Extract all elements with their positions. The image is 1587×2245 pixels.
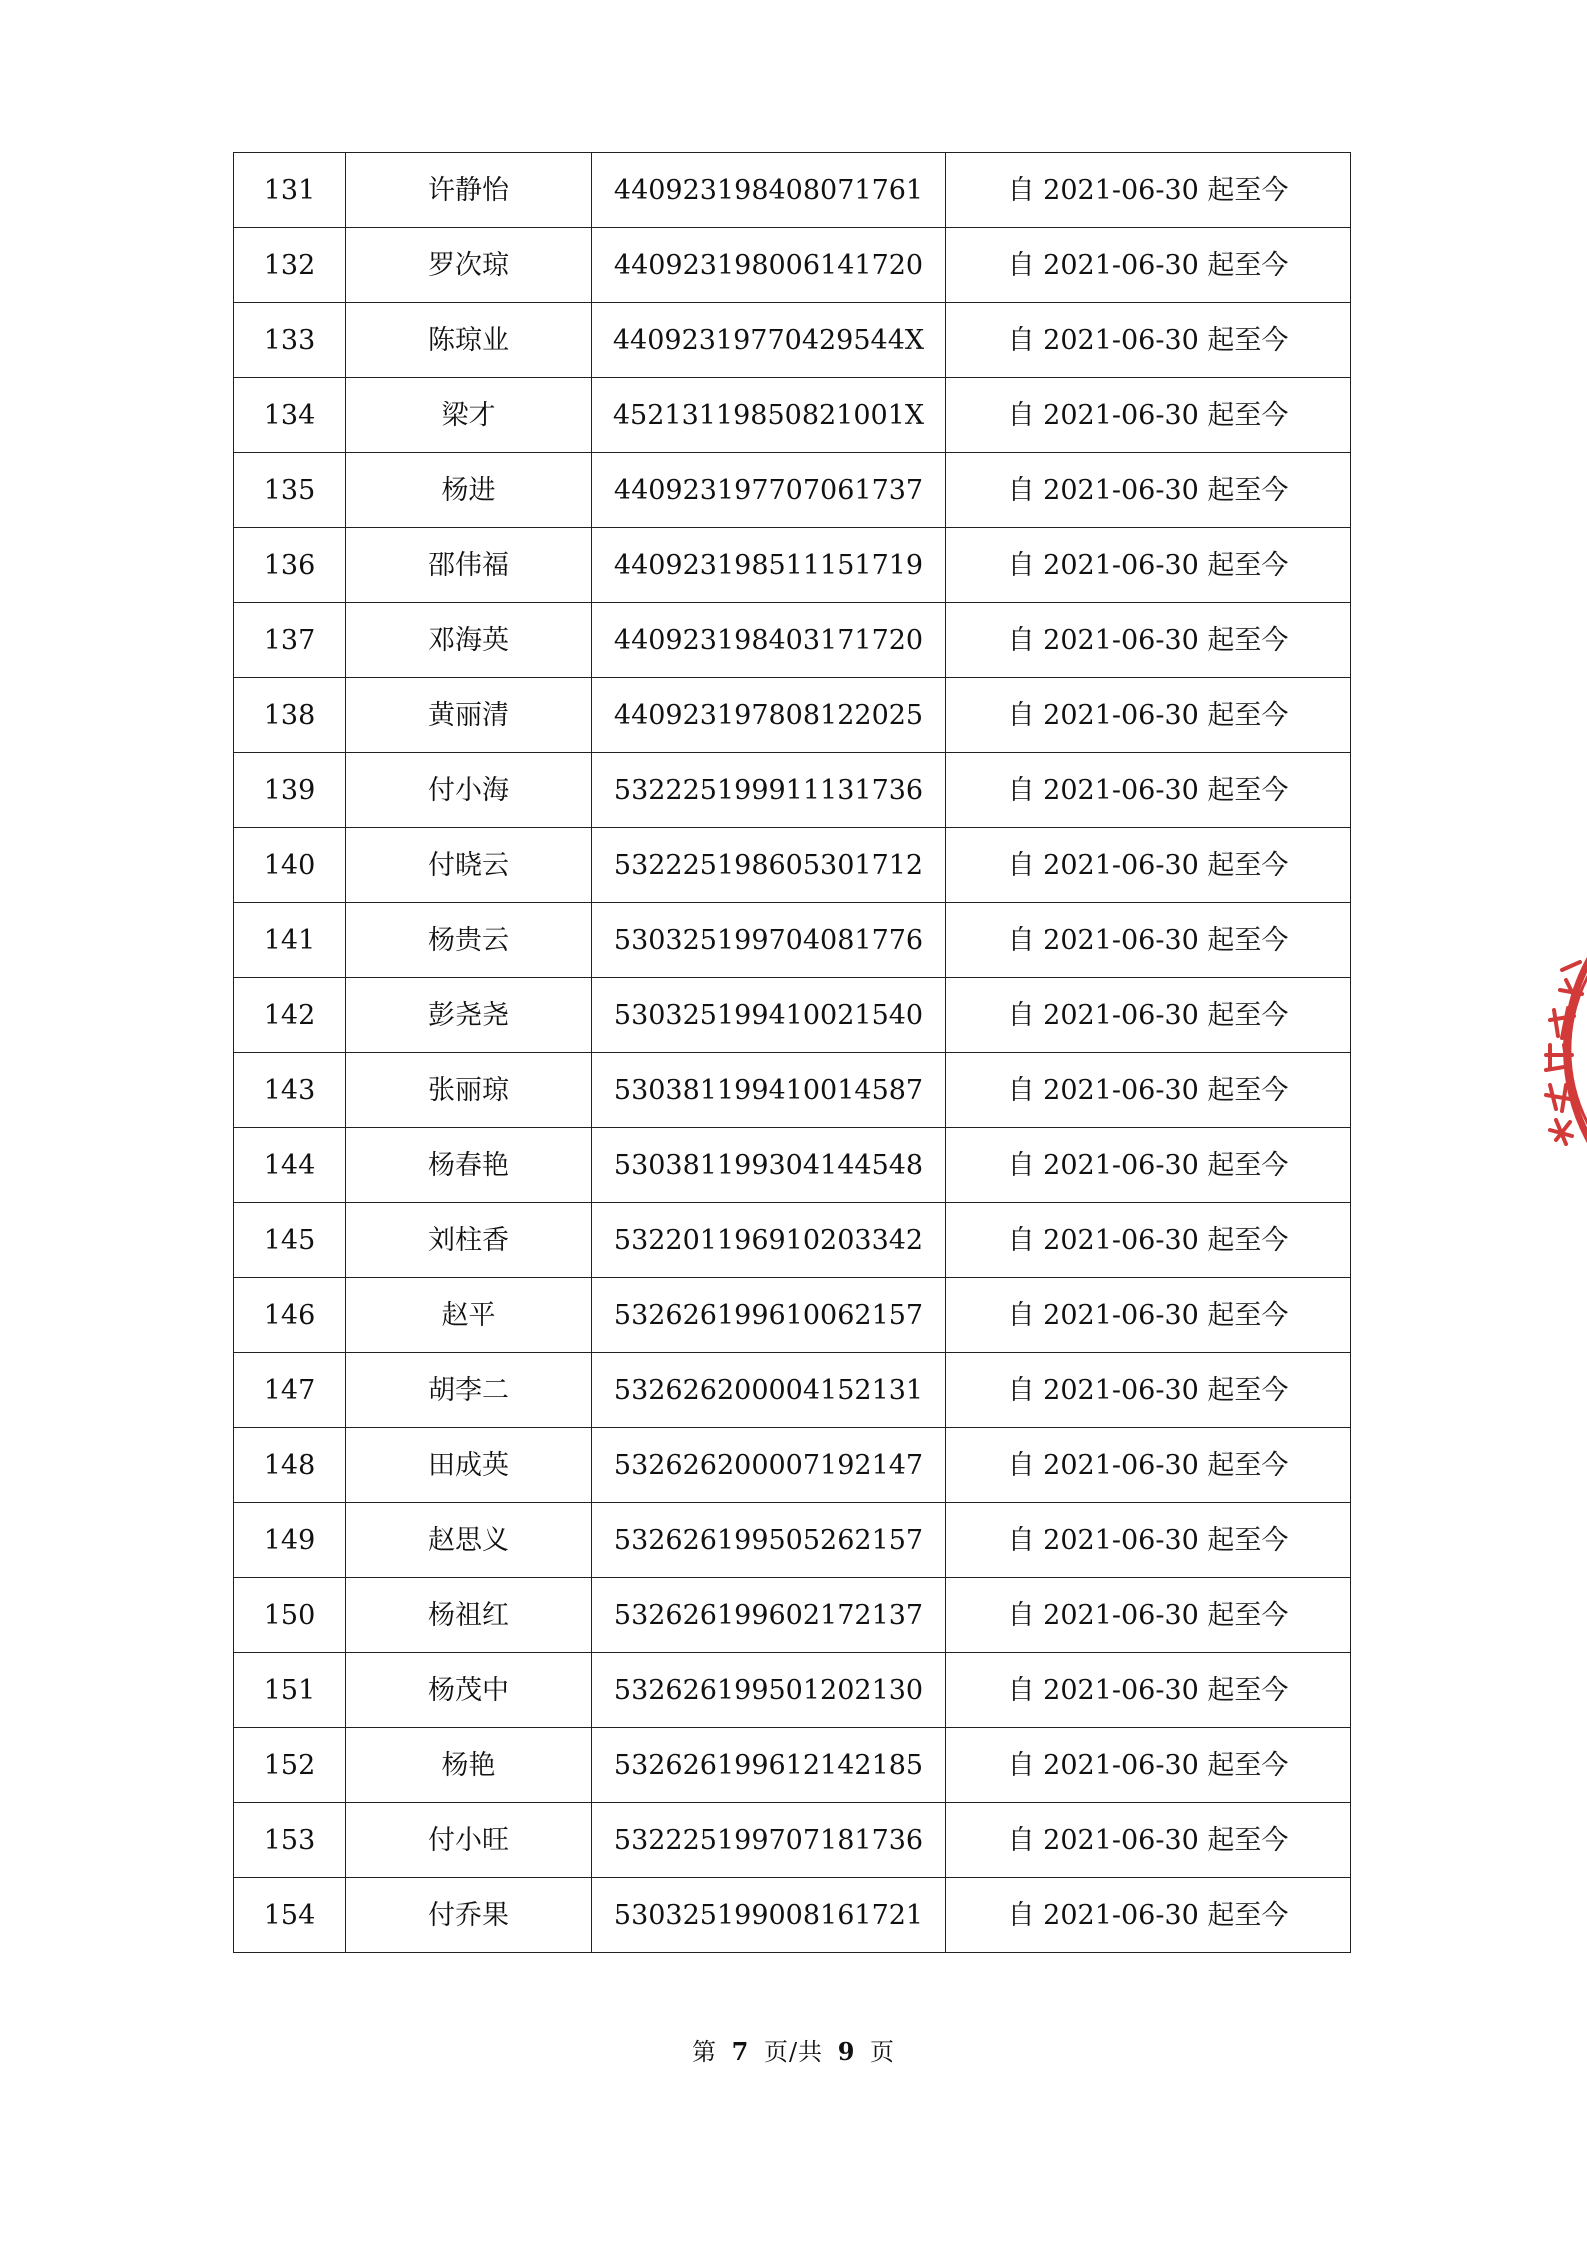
id-number-cell: 45213119850821001X <box>592 378 946 453</box>
id-number-cell: 532626199612142185 <box>592 1728 946 1803</box>
period-cell: 自 2021-06-30 起至今 <box>946 1878 1351 1953</box>
name-cell: 杨春艳 <box>346 1128 592 1203</box>
row-number-cell: 132 <box>234 228 346 303</box>
row-number-cell: 145 <box>234 1203 346 1278</box>
footer-prefix: 第 <box>691 2038 717 2066</box>
id-number-cell: 532626200004152131 <box>592 1353 946 1428</box>
period-cell: 自 2021-06-30 起至今 <box>946 1278 1351 1353</box>
table-row <box>234 1428 1351 1503</box>
period-cell: 自 2021-06-30 起至今 <box>946 753 1351 828</box>
current-page-number: 7 <box>731 2037 750 2066</box>
footer-middle: 页/共 <box>763 2038 824 2066</box>
name-cell: 许静怡 <box>346 153 592 228</box>
row-number-cell: 152 <box>234 1728 346 1803</box>
row-number-cell: 133 <box>234 303 346 378</box>
period-cell: 自 2021-06-30 起至今 <box>946 303 1351 378</box>
name-cell: 黄丽清 <box>346 678 592 753</box>
name-cell: 梁才 <box>346 378 592 453</box>
row-number-cell: 141 <box>234 903 346 978</box>
id-number-cell: 532225198605301712 <box>592 828 946 903</box>
id-number-cell: 440923198403171720 <box>592 603 946 678</box>
id-number-cell: 440923198408071761 <box>592 153 946 228</box>
table-row <box>234 1803 1351 1878</box>
id-number-cell: 532626200007192147 <box>592 1428 946 1503</box>
name-cell: 杨艳 <box>346 1728 592 1803</box>
table-row <box>234 903 1351 978</box>
id-number-cell: 440923198511151719 <box>592 528 946 603</box>
table-row <box>234 453 1351 528</box>
period-cell: 自 2021-06-30 起至今 <box>946 1503 1351 1578</box>
table-row <box>234 1053 1351 1128</box>
id-number-cell: 440923197707061737 <box>592 453 946 528</box>
row-number-cell: 149 <box>234 1503 346 1578</box>
name-cell: 赵平 <box>346 1278 592 1353</box>
footer-suffix: 页 <box>870 2038 896 2066</box>
row-number-cell: 147 <box>234 1353 346 1428</box>
row-number-cell: 146 <box>234 1278 346 1353</box>
row-number-cell: 153 <box>234 1803 346 1878</box>
period-cell: 自 2021-06-30 起至今 <box>946 228 1351 303</box>
table-row <box>234 1503 1351 1578</box>
period-cell: 自 2021-06-30 起至今 <box>946 378 1351 453</box>
name-cell: 彭尧尧 <box>346 978 592 1053</box>
total-pages-number: 9 <box>837 2037 856 2066</box>
id-number-cell: 530381199304144548 <box>592 1128 946 1203</box>
id-number-cell: 532225199707181736 <box>592 1803 946 1878</box>
name-cell: 付乔果 <box>346 1878 592 1953</box>
row-number-cell: 148 <box>234 1428 346 1503</box>
name-cell: 赵思义 <box>346 1503 592 1578</box>
period-cell: 自 2021-06-30 起至今 <box>946 1428 1351 1503</box>
name-cell: 付小海 <box>346 753 592 828</box>
name-cell: 胡李二 <box>346 1353 592 1428</box>
id-number-cell: 532626199501202130 <box>592 1653 946 1728</box>
period-cell: 自 2021-06-30 起至今 <box>946 1653 1351 1728</box>
id-number-cell: 530325199410021540 <box>592 978 946 1053</box>
row-number-cell: 143 <box>234 1053 346 1128</box>
row-number-cell: 154 <box>234 1878 346 1953</box>
table-row <box>234 603 1351 678</box>
period-cell: 自 2021-06-30 起至今 <box>946 153 1351 228</box>
table-row <box>234 1578 1351 1653</box>
period-cell: 自 2021-06-30 起至今 <box>946 978 1351 1053</box>
row-number-cell: 134 <box>234 378 346 453</box>
records-table <box>233 152 1351 1953</box>
id-number-cell: 44092319770429544X <box>592 303 946 378</box>
table-row <box>234 978 1351 1053</box>
name-cell: 罗次琼 <box>346 228 592 303</box>
row-number-cell: 150 <box>234 1578 346 1653</box>
period-cell: 自 2021-06-30 起至今 <box>946 1353 1351 1428</box>
id-number-cell: 440923197808122025 <box>592 678 946 753</box>
table-row <box>234 303 1351 378</box>
row-number-cell: 137 <box>234 603 346 678</box>
id-number-cell: 532626199610062157 <box>592 1278 946 1353</box>
row-number-cell: 136 <box>234 528 346 603</box>
table-row <box>234 1878 1351 1953</box>
name-cell: 杨茂中 <box>346 1653 592 1728</box>
table-row <box>234 1728 1351 1803</box>
row-number-cell: 144 <box>234 1128 346 1203</box>
name-cell: 邵伟福 <box>346 528 592 603</box>
table-row <box>234 1278 1351 1353</box>
period-cell: 自 2021-06-30 起至今 <box>946 1128 1351 1203</box>
row-number-cell: 140 <box>234 828 346 903</box>
period-cell: 自 2021-06-30 起至今 <box>946 603 1351 678</box>
period-cell: 自 2021-06-30 起至今 <box>946 1578 1351 1653</box>
row-number-cell: 135 <box>234 453 346 528</box>
table-row <box>234 153 1351 228</box>
table-row <box>234 1128 1351 1203</box>
id-number-cell: 532626199602172137 <box>592 1578 946 1653</box>
table-row <box>234 1653 1351 1728</box>
name-cell: 邓海英 <box>346 603 592 678</box>
name-cell: 付晓云 <box>346 828 592 903</box>
page-footer <box>0 2032 1587 2067</box>
period-cell: 自 2021-06-30 起至今 <box>946 678 1351 753</box>
name-cell: 杨进 <box>346 453 592 528</box>
name-cell: 刘柱香 <box>346 1203 592 1278</box>
period-cell: 自 2021-06-30 起至今 <box>946 1803 1351 1878</box>
id-number-cell: 440923198006141720 <box>592 228 946 303</box>
id-number-cell: 532626199505262157 <box>592 1503 946 1578</box>
period-cell: 自 2021-06-30 起至今 <box>946 453 1351 528</box>
name-cell: 田成英 <box>346 1428 592 1503</box>
name-cell: 张丽琼 <box>346 1053 592 1128</box>
red-seal-stamp <box>1520 880 1587 1220</box>
table-row <box>234 378 1351 453</box>
id-number-cell: 530325199008161721 <box>592 1878 946 1953</box>
row-number-cell: 142 <box>234 978 346 1053</box>
table-row <box>234 678 1351 753</box>
table-row <box>234 1353 1351 1428</box>
period-cell: 自 2021-06-30 起至今 <box>946 528 1351 603</box>
period-cell: 自 2021-06-30 起至今 <box>946 1053 1351 1128</box>
id-number-cell: 532225199911131736 <box>592 753 946 828</box>
row-number-cell: 139 <box>234 753 346 828</box>
name-cell: 杨祖红 <box>346 1578 592 1653</box>
table-row <box>234 1203 1351 1278</box>
row-number-cell: 131 <box>234 153 346 228</box>
period-cell: 自 2021-06-30 起至今 <box>946 1203 1351 1278</box>
table-row <box>234 828 1351 903</box>
row-number-cell: 151 <box>234 1653 346 1728</box>
name-cell: 付小旺 <box>346 1803 592 1878</box>
table-row <box>234 753 1351 828</box>
period-cell: 自 2021-06-30 起至今 <box>946 828 1351 903</box>
records-table-body <box>234 153 1351 1953</box>
period-cell: 自 2021-06-30 起至今 <box>946 903 1351 978</box>
id-number-cell: 530325199704081776 <box>592 903 946 978</box>
period-cell: 自 2021-06-30 起至今 <box>946 1728 1351 1803</box>
id-number-cell: 532201196910203342 <box>592 1203 946 1278</box>
name-cell: 杨贵云 <box>346 903 592 978</box>
id-number-cell: 530381199410014587 <box>592 1053 946 1128</box>
table-row <box>234 528 1351 603</box>
name-cell: 陈琼业 <box>346 303 592 378</box>
row-number-cell: 138 <box>234 678 346 753</box>
table-row <box>234 228 1351 303</box>
